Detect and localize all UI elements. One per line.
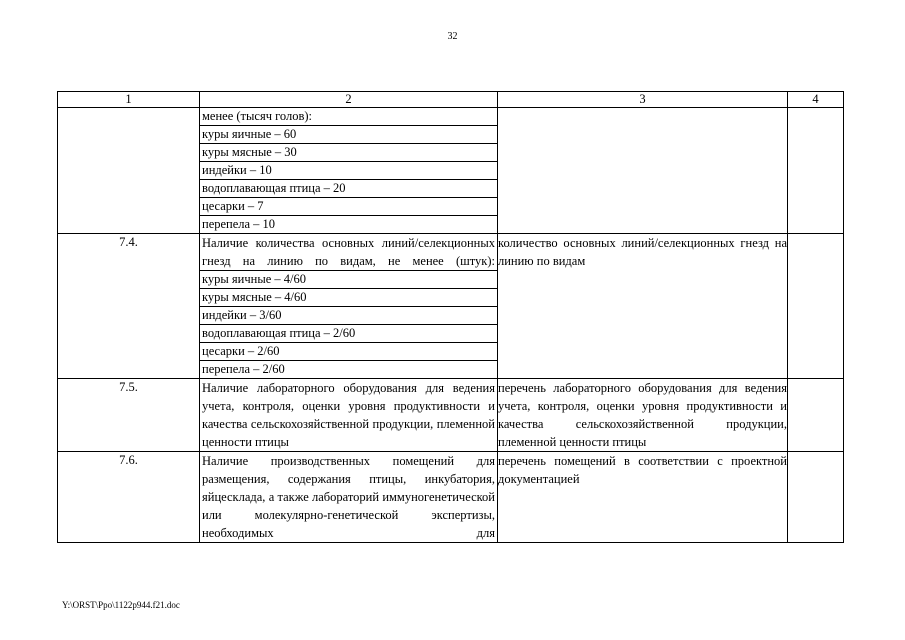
header-col-2: 2 xyxy=(200,92,498,108)
table-row xyxy=(58,234,844,379)
page-number: 32 xyxy=(447,31,458,42)
criteria-line: цесарки – 2/60 xyxy=(200,342,497,360)
row-note xyxy=(788,234,844,379)
criteria-paragraph: Наличие количества основных линий/селекционных гнезд на линию по видам, не менее (штук): xyxy=(202,236,495,268)
row-criteria xyxy=(200,108,498,234)
header-col-3: 3 xyxy=(498,92,788,108)
row-document: перечень лабораторного оборудования для ведения учета, контроля, оценки уровня продуктивности и качества сельскохозяйственной продукции, племенной ценности птицы xyxy=(498,379,788,452)
criteria-line: перепела – 10 xyxy=(200,215,497,233)
criteria-line: индейки – 10 xyxy=(200,161,497,179)
criteria-line: водоплавающая птица – 2/60 xyxy=(200,324,497,342)
requirements-table xyxy=(57,91,844,543)
row-number: 7.5. xyxy=(58,379,200,452)
row-note xyxy=(788,379,844,452)
row-number: 7.4. xyxy=(58,234,200,379)
footer-file-path: Y:\ORST\Ppo\1122p944.f21.doc xyxy=(62,600,180,610)
criteria-line: куры мясные – 30 xyxy=(200,143,497,161)
row-number: 7.6. xyxy=(58,452,200,543)
row-note xyxy=(788,452,844,543)
criteria-line: индейки – 3/60 xyxy=(200,306,497,324)
row-number xyxy=(58,108,200,234)
row-document: перечень помещений в соответствии с проектной документацией xyxy=(498,452,788,543)
table-row xyxy=(58,108,844,234)
row-note xyxy=(788,108,844,234)
header-col-4: 4 xyxy=(788,92,844,108)
header-col-1: 1 xyxy=(58,92,200,108)
criteria-line: водоплавающая птица – 20 xyxy=(200,179,497,197)
table-header-row xyxy=(58,92,844,108)
criteria-line: куры мясные – 4/60 xyxy=(200,288,497,306)
row-document: количество основных линий/селекционных гнезд на линию по видам xyxy=(498,234,788,379)
criteria-line: куры яичные – 60 xyxy=(200,125,497,143)
criteria-line: перепела – 2/60 xyxy=(200,360,497,378)
table-row xyxy=(58,452,844,543)
table-row xyxy=(58,379,844,452)
row-document xyxy=(498,108,788,234)
row-criteria xyxy=(200,234,498,379)
criteria-line: менее (тысяч голов): xyxy=(202,109,313,123)
criteria-line: куры яичные – 4/60 xyxy=(200,270,497,288)
criteria-paragraph: Наличие лабораторного оборудования для ведения учета, контроля, оценки уровня продуктивности и качества сельскохозяйственной продукции, племенной ценности птицы xyxy=(202,381,495,449)
criteria-paragraph: Наличие производственных помещений для размещения, содержания птицы, инкубатория, яйцесклада, а также лабораторий иммуногенетической или молекулярно-генетической экспертизы, необходимых для xyxy=(202,454,495,540)
criteria-line: цесарки – 7 xyxy=(200,197,497,215)
row-criteria xyxy=(200,379,498,452)
row-criteria xyxy=(200,452,498,543)
